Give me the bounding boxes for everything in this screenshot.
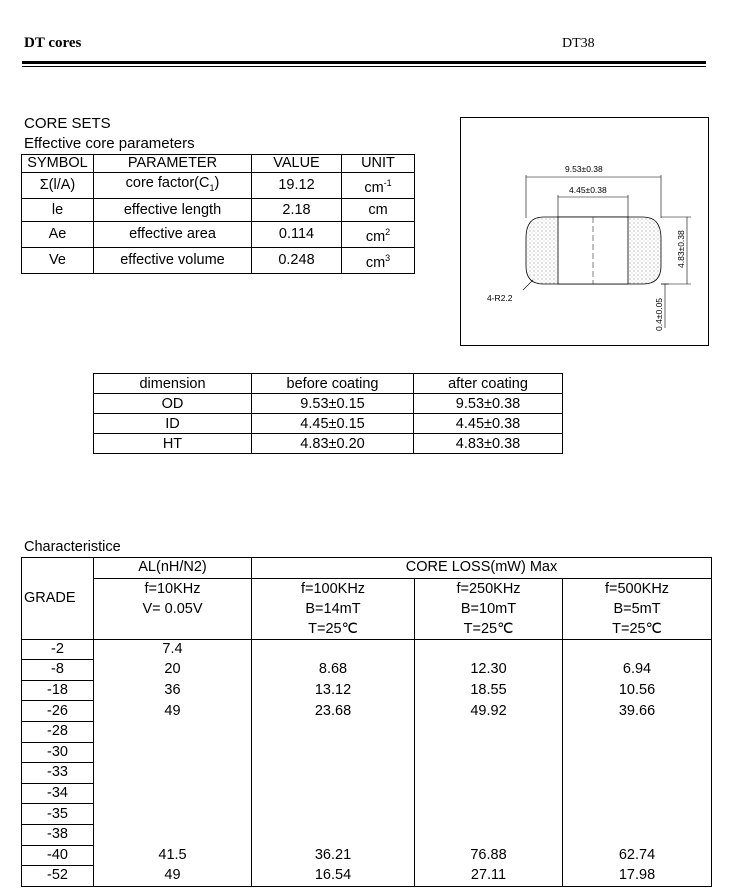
table-row: [22, 660, 712, 681]
table-row: [22, 173, 415, 199]
core-drawing-svg: [461, 118, 708, 345]
loss-250k-cell: [415, 763, 563, 784]
al-value-cell: 20: [94, 660, 252, 681]
value-cell: 0.248: [252, 247, 342, 273]
loss-100k-cell: 36.21: [252, 845, 415, 866]
loss-500k-cell: [563, 804, 712, 825]
loss-500k-cell: 6.94: [563, 660, 712, 681]
core-params-table: [21, 154, 415, 274]
unit-cell: [342, 221, 415, 247]
table-row: [22, 721, 712, 742]
loss-250k-cell: 76.88: [415, 845, 563, 866]
unit-cell: cm: [342, 198, 415, 221]
loss-condition-100k: [252, 578, 415, 639]
after-coating-cell: 4.45±0.38: [414, 414, 563, 434]
loss-condition-250k: [415, 578, 563, 639]
core-params-header-row: [22, 155, 415, 173]
loss-250k-cell: 18.55: [415, 680, 563, 701]
header-rule-thick: [22, 61, 706, 64]
loss-500k-cell: 39.66: [563, 701, 712, 722]
before-coating-cell: 9.53±0.15: [252, 394, 414, 414]
unit-text: cm: [365, 228, 386, 245]
al-value-cell: [94, 783, 252, 804]
characteristics-header-row: [22, 558, 712, 579]
table-row: [22, 866, 712, 887]
loss-100k-cell: [252, 763, 415, 784]
loss-temperature: T=25℃: [463, 620, 514, 637]
loss-100k-cell: [252, 742, 415, 763]
loss-100k-cell: [252, 804, 415, 825]
parameter-cell: effective area: [94, 221, 252, 247]
table-row: [22, 845, 712, 866]
loss-500k-cell: [563, 721, 712, 742]
al-value-cell: 41.5: [94, 845, 252, 866]
loss-frequency: f=500KHz: [604, 580, 670, 597]
grade-cell: -33: [22, 763, 94, 784]
table-row: [22, 824, 712, 845]
dimension-cell: OD: [94, 394, 252, 414]
symbol-cell: Σ(l/A): [22, 173, 94, 199]
dimension-cell: ID: [94, 414, 252, 434]
core-params-subtitle: Effective core parameters: [24, 135, 195, 152]
grade-cell: -2: [22, 639, 94, 660]
loss-250k-cell: [415, 783, 563, 804]
loss-100k-cell: [252, 783, 415, 804]
loss-100k-cell: 23.68: [252, 701, 415, 722]
loss-100k-cell: [252, 639, 415, 660]
table-row: [94, 394, 563, 414]
loss-flux: B=14mT: [305, 600, 361, 617]
after-coating-cell: 9.53±0.38: [414, 394, 563, 414]
grade-cell: -35: [22, 804, 94, 825]
characteristics-title: Characteristice: [24, 539, 121, 555]
before-coating-cell: 4.45±0.15: [252, 414, 414, 434]
table-row: [22, 680, 712, 701]
core-sets-title: CORE SETS: [24, 115, 111, 132]
loss-500k-cell: [563, 783, 712, 804]
al-value-cell: 49: [94, 701, 252, 722]
al-value-cell: [94, 763, 252, 784]
parameter-text: core factor(C: [125, 175, 210, 191]
loss-250k-cell: [415, 721, 563, 742]
loss-temperature: T=25℃: [308, 620, 358, 637]
al-voltage: V= 0.05V: [142, 600, 203, 617]
grade-cell: -34: [22, 783, 94, 804]
loss-flux: B=10mT: [460, 600, 517, 617]
loss-frequency: f=250KHz: [456, 580, 521, 597]
loss-100k-cell: 13.12: [252, 680, 415, 701]
loss-temperature: T=25℃: [612, 620, 662, 637]
al-value-cell: [94, 824, 252, 845]
loss-condition-500k: [563, 578, 712, 639]
dimensions-header-row: [94, 374, 563, 394]
grade-header: GRADE: [22, 558, 94, 640]
al-value-cell: [94, 742, 252, 763]
loss-frequency: f=100KHz: [300, 580, 366, 597]
grade-cell: -26: [22, 701, 94, 722]
symbol-cell: le: [22, 198, 94, 221]
loss-250k-cell: 27.11: [415, 866, 563, 887]
before-coating-cell: 4.83±0.20: [252, 434, 414, 454]
symbol-cell: Ae: [22, 221, 94, 247]
loss-500k-cell: [563, 742, 712, 763]
loss-100k-cell: 8.68: [252, 660, 415, 681]
parameter-cell: [94, 173, 252, 199]
loss-500k-cell: [563, 639, 712, 660]
table-row: [22, 221, 415, 247]
loss-500k-cell: 17.98: [563, 866, 712, 887]
unit-exponent: 3: [385, 252, 391, 263]
header-rule-thin: [22, 66, 706, 67]
grade-cell: -18: [22, 680, 94, 701]
ht-label: 4.83±0.38: [676, 230, 686, 268]
loss-250k-cell: 49.92: [415, 701, 563, 722]
radius-leader: [523, 280, 533, 290]
header-parameter: PARAMETER: [94, 155, 252, 173]
parameter-cell: effective length: [94, 198, 252, 221]
value-cell: 2.18: [252, 198, 342, 221]
al-value-cell: 36: [94, 680, 252, 701]
header-value: VALUE: [252, 155, 342, 173]
dimension-cell: HT: [94, 434, 252, 454]
loss-100k-cell: 16.54: [252, 866, 415, 887]
grade-cell: -30: [22, 742, 94, 763]
al-value-cell: 7.4: [94, 639, 252, 660]
grade-cell: -8: [22, 660, 94, 681]
table-row: [22, 742, 712, 763]
unit-exponent: -1: [383, 178, 392, 189]
table-row: [22, 763, 712, 784]
loss-100k-cell: [252, 721, 415, 742]
loss-500k-cell: [563, 763, 712, 784]
grade-cell: -28: [22, 721, 94, 742]
al-value-cell: [94, 721, 252, 742]
unit-cell: [342, 173, 415, 199]
value-cell: 19.12: [252, 173, 342, 199]
grade-cell: -40: [22, 845, 94, 866]
od-label: 9.53±0.38: [565, 164, 603, 174]
loss-500k-cell: 10.56: [563, 680, 712, 701]
unit-text: cm: [364, 179, 384, 196]
parameter-subscript: 1: [209, 182, 215, 193]
al-value-cell: 49: [94, 866, 252, 887]
characteristics-table: [21, 557, 712, 887]
conditions-row: [22, 578, 712, 639]
table-row: [22, 701, 712, 722]
core-drawing: [460, 117, 709, 346]
loss-250k-cell: [415, 742, 563, 763]
part-number: DT38: [562, 36, 595, 51]
symbol-cell: Ve: [22, 247, 94, 273]
table-row: [22, 783, 712, 804]
radius-label: 4-R2.2: [487, 293, 513, 303]
loss-500k-cell: 62.74: [563, 845, 712, 866]
value-cell: 0.114: [252, 221, 342, 247]
dimensions-table: [93, 373, 563, 454]
loss-100k-cell: [252, 824, 415, 845]
table-row: [94, 414, 563, 434]
table-row: [22, 198, 415, 221]
core-loss-header: CORE LOSS(mW) Max: [252, 558, 712, 579]
header-dimension: dimension: [94, 374, 252, 394]
al-frequency: f=10KHz: [144, 580, 201, 597]
unit-text: cm: [365, 254, 386, 271]
characteristics-body: [22, 639, 712, 886]
parameter-cell: effective volume: [94, 247, 252, 273]
header-unit: UNIT: [342, 155, 415, 173]
loss-500k-cell: [563, 824, 712, 845]
unit-exponent: 2: [385, 226, 391, 237]
parameter-tail: ): [214, 175, 220, 191]
loss-250k-cell: 12.30: [415, 660, 563, 681]
header-before-coating: before coating: [252, 374, 414, 394]
table-row: [22, 804, 712, 825]
id-label: 4.45±0.38: [569, 185, 607, 195]
grade-cell: -52: [22, 866, 94, 887]
unit-cell: [342, 247, 415, 273]
header-symbol: SYMBOL: [22, 155, 94, 173]
table-row: [22, 247, 415, 273]
loss-250k-cell: [415, 639, 563, 660]
header-after-coating: after coating: [414, 374, 563, 394]
loss-250k-cell: [415, 804, 563, 825]
table-row: [22, 639, 712, 660]
al-condition-cell: [94, 578, 252, 639]
document-title: DT cores: [24, 35, 82, 51]
al-value-cell: [94, 804, 252, 825]
gap-label: 0.4±0.05: [654, 297, 664, 331]
after-coating-cell: 4.83±0.38: [414, 434, 563, 454]
table-row: [94, 434, 563, 454]
al-header: AL(nH/N2): [94, 558, 252, 579]
loss-flux: B=5mT: [613, 600, 661, 617]
grade-cell: -38: [22, 824, 94, 845]
loss-250k-cell: [415, 824, 563, 845]
